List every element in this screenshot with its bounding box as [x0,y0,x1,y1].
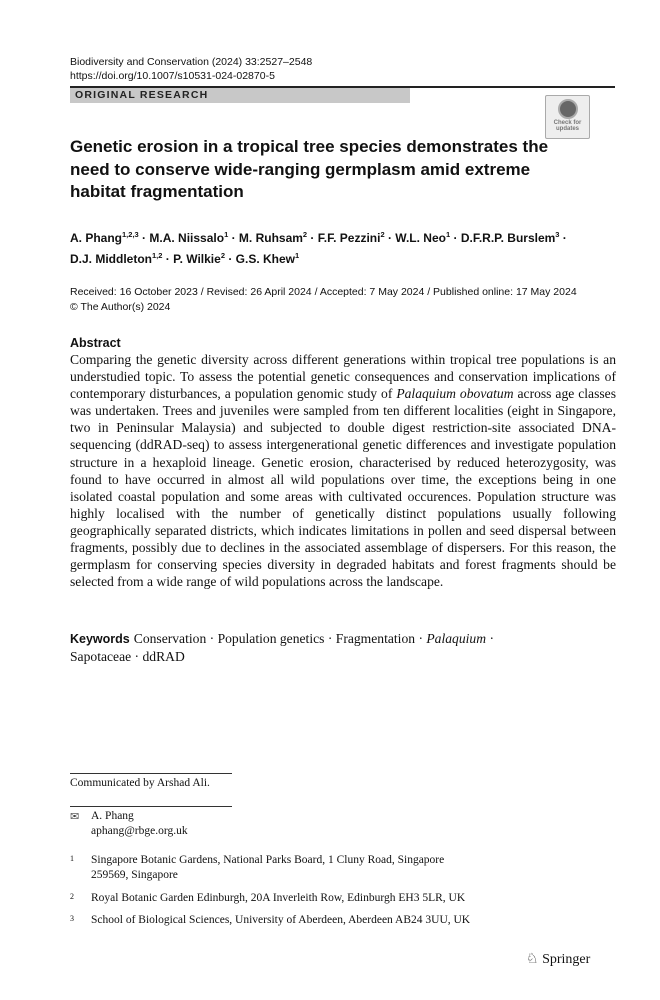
author-affiliation-marker: 1 [224,230,229,239]
keyword: ddRAD [142,649,185,664]
author[interactable]: M. Ruhsam [238,231,303,245]
corresponding-name: A. Phang [91,810,134,822]
crossmark-icon [558,99,578,119]
author[interactable]: P. Wilkie [173,252,221,266]
keyword: Conservation [133,631,207,646]
author[interactable]: D.J. Middleton [70,252,152,266]
author-separator: · [224,252,236,266]
author-separator: · [228,231,239,245]
publisher-logo: ♘ Springer [526,952,591,967]
check-for-updates-badge[interactable]: Check for updates [545,95,590,139]
author-affiliation-marker: 2 [220,251,225,260]
author-separator: · [384,231,396,245]
footnote-rule [70,773,232,774]
author-affiliation-marker: 1 [445,230,451,239]
journal-header [70,55,312,83]
author-affiliation-marker: 1,2,3 [122,230,139,239]
corresponding-author [70,809,188,839]
keywords-heading: Keywords [70,632,130,646]
affiliation-1: 1 Singapore Botanic Gardens, National Parks Board, 1 Cluny Road, Singapore 259569, Singapore [70,854,445,881]
corresponding-email[interactable]: aphang@rbge.org.uk [91,825,188,837]
author-affiliation-marker: 2 [302,230,308,239]
copyright: © The Author(s) 2024 [70,300,171,313]
author[interactable]: A. Phang [70,231,123,245]
author-separator: · [162,252,174,266]
doi-link[interactable]: https://doi.org/10.1007/s10531-024-02870-5 [70,70,275,82]
author[interactable]: F.F. Pezzini [317,231,381,245]
author-separator: · [138,231,150,245]
article-dates [70,285,577,314]
author-affiliation-marker: 1 [295,251,300,260]
author[interactable]: W.L. Neo [395,231,446,245]
affiliation-3: 3 School of Biological Sciences, University of Aberdeen, Aberdeen AB24 3UU, UK [70,914,471,926]
communicated-by: Communicated by Arshad Ali. [70,777,210,789]
article-title: Genetic erosion in a tropical tree species demonstrates the need to conserve wide-ranging germplasm amid extreme habitat fragmentation [70,137,549,201]
keywords: Keywords Conservation · Population genetics · Fragmentation · Palaquium · Sapotaceae · ddRAD [70,631,494,664]
footnote-rule [70,806,232,807]
author[interactable]: G.S. Khew [235,252,295,266]
springer-horse-icon: ♘ [526,952,539,967]
author-affiliation-marker: 3 [555,230,560,239]
author-separator: · [450,231,461,245]
author-list [70,226,620,268]
author-separator: · [559,231,567,245]
author-separator: · [307,231,318,245]
keyword: Palaquium [426,631,487,646]
species-name: Palaquium obovatum [396,386,514,402]
keyword: Population genetics [217,631,325,646]
section-label: ORIGINAL RESEARCH [70,88,410,103]
journal-citation: Biodiversity and Conservation (2024) 33:2527–2548 [70,56,313,68]
author[interactable]: M.A. Niissalo [149,231,225,245]
envelope-icon: ✉ [70,811,80,823]
author[interactable]: D.F.R.P. Burslem [460,231,556,245]
abstract-body: Comparing the genetic diversity across different generations within tropical tree populations is an understudied topic. To assess the potential genetic consequences and conservation implications of contemporary disturbances, a population genomic study of Palaquium obovatum across age classes was undertaken. Trees and juveniles were sampled from ten different localities (eight in Singapore, two in Peninsular Malaysia) and subjected to double digest restriction-site associated DNA-sequencing (ddRAD-seq) to assess intergenerational genetic differences and investigate population structure in a hexaploid lineage. Genetic erosion, characterised by reduced heterozygosity, was found to have occurred in almost all wild populations over time, the exceptions being in one isolated coastal population and some areas with cultivated occurences. Population structure was highly localised with the number of genetically distinct populations usually following geographically separated districts, which indicates limitations in pollen and seed dispersal between fragments, possibly due to declines in the associated assemblage of dispersers. For this reason, the germplasm for conserving species diversity in degraded habitats and forest fragments should be selected from a wide range of wild populations across the landscape. [70,352,616,590]
author-affiliation-marker: 2 [380,230,385,239]
abstract-heading: Abstract [70,336,121,350]
affiliation-2: 2 Royal Botanic Garden Edinburgh, 20A Inverleith Row, Edinburgh EH3 5LR, UK [70,892,466,904]
history-dates: Received: 16 October 2023 / Revised: 26 April 2024 / Accepted: 7 May 2024 / Published online: 17 May 2024 [70,286,577,298]
keyword: Fragmentation [335,631,416,646]
author-affiliation-marker: 1,2 [152,251,163,260]
keyword: Sapotaceae [70,649,132,664]
